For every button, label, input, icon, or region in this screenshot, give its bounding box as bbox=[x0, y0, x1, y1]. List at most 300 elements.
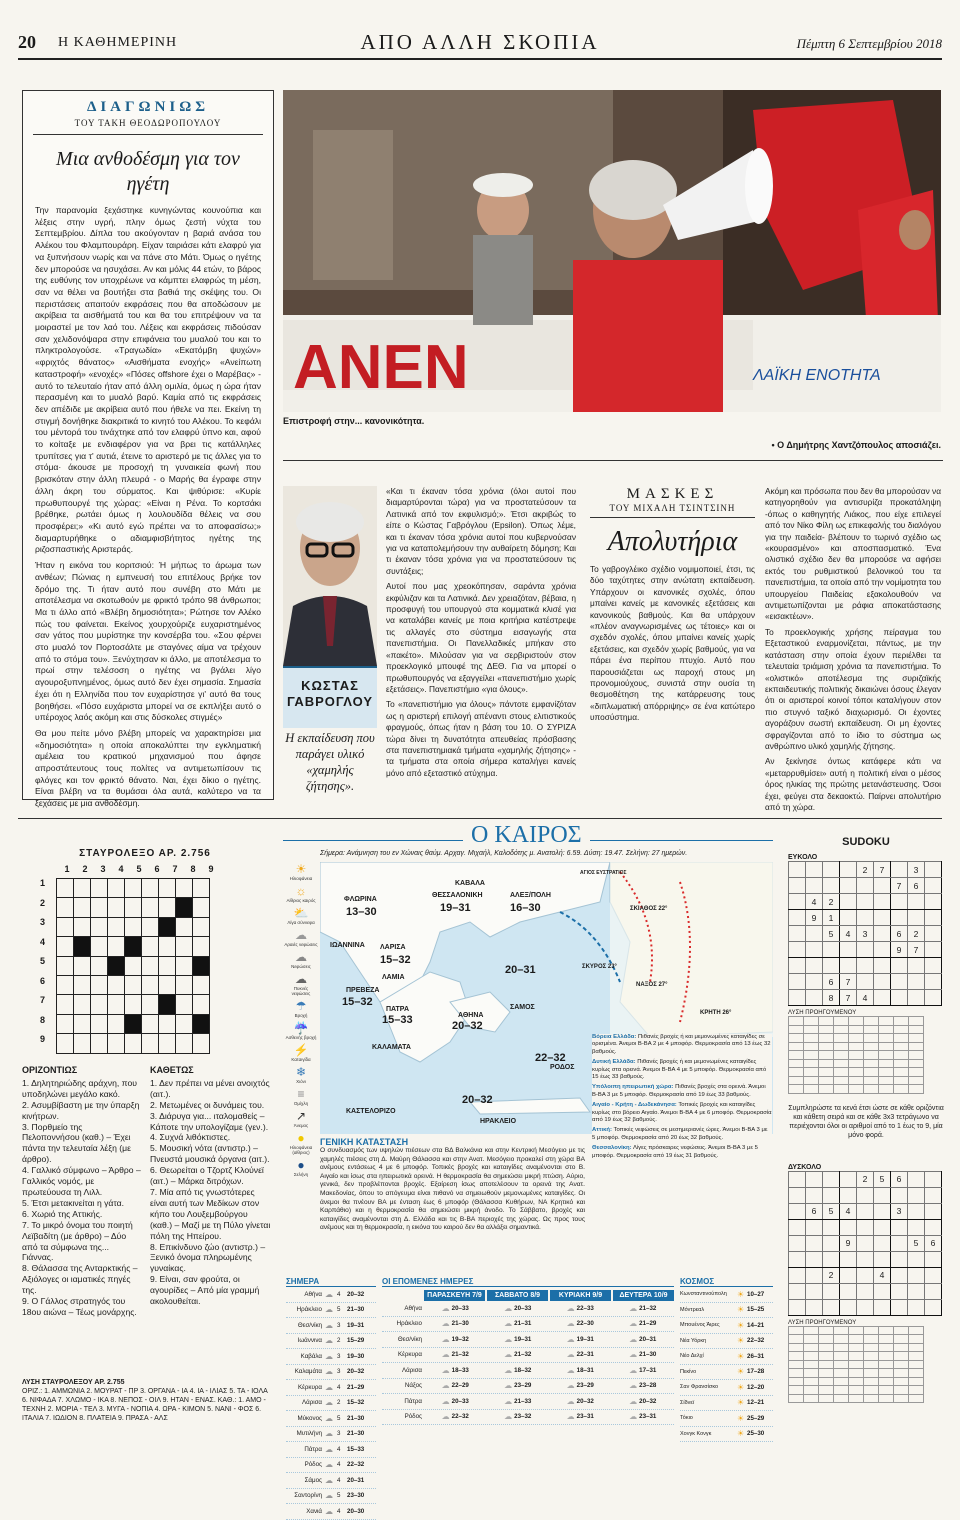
weather-icon: ☁ bbox=[325, 1382, 333, 1392]
crossword-cell[interactable] bbox=[142, 879, 159, 898]
sudoku-cell[interactable] bbox=[840, 1219, 857, 1235]
solution-cell bbox=[864, 1085, 879, 1094]
crossword-cell[interactable] bbox=[142, 1034, 159, 1054]
crossword-cell[interactable] bbox=[57, 917, 74, 936]
crossword-cell[interactable] bbox=[91, 1014, 108, 1033]
sudoku-cell[interactable] bbox=[806, 1283, 823, 1299]
sudoku-cell[interactable] bbox=[857, 1219, 874, 1235]
solution-cell bbox=[804, 1352, 819, 1361]
sudoku-cell[interactable] bbox=[806, 990, 823, 1006]
sudoku-cell[interactable] bbox=[874, 990, 891, 1006]
sudoku-cell[interactable] bbox=[789, 942, 806, 958]
sudoku-cell[interactable]: 4 bbox=[840, 926, 857, 942]
sudoku-cell[interactable] bbox=[789, 1187, 806, 1203]
sudoku-cell[interactable] bbox=[823, 942, 840, 958]
sudoku-cell[interactable] bbox=[891, 894, 908, 910]
banner-party-text: ΛΑΪΚΗ ΕΝΟΤΗΤΑ bbox=[753, 367, 881, 384]
sudoku-cell[interactable]: 6 bbox=[806, 1203, 823, 1219]
sudoku-cell[interactable]: 2 bbox=[908, 926, 925, 942]
city-name: Μυτιλήνη bbox=[296, 1430, 322, 1438]
crossword-cell[interactable] bbox=[91, 898, 108, 917]
sudoku-cell[interactable] bbox=[789, 1203, 806, 1219]
crossword-cell[interactable] bbox=[74, 995, 91, 1014]
sudoku-cell[interactable] bbox=[789, 1267, 806, 1283]
sudoku-cell[interactable] bbox=[789, 1219, 806, 1235]
sudoku-cell[interactable] bbox=[925, 1283, 942, 1299]
sudoku-cell[interactable]: 9 bbox=[806, 910, 823, 926]
sudoku-cell[interactable] bbox=[874, 958, 891, 974]
day-cell bbox=[487, 1350, 550, 1359]
sudoku-cell[interactable] bbox=[789, 910, 806, 926]
sudoku-cell[interactable] bbox=[908, 1187, 925, 1203]
crossword-cell[interactable] bbox=[176, 879, 193, 898]
crossword-cell[interactable] bbox=[91, 879, 108, 898]
crossword-cell[interactable] bbox=[176, 975, 193, 994]
crossword-cell[interactable] bbox=[176, 1034, 193, 1054]
sudoku-cell[interactable] bbox=[789, 1235, 806, 1251]
crossword-cell[interactable] bbox=[57, 956, 74, 975]
sudoku-cell[interactable]: 6 bbox=[908, 878, 925, 894]
solution-cell bbox=[834, 1394, 849, 1403]
crossword-cell[interactable] bbox=[108, 898, 125, 917]
sudoku-cell[interactable] bbox=[874, 1187, 891, 1203]
sudoku-cell[interactable] bbox=[806, 1251, 823, 1267]
sudoku-cell[interactable] bbox=[925, 926, 942, 942]
sudoku-cell[interactable] bbox=[789, 974, 806, 990]
temp-range: 17–31 bbox=[639, 1366, 657, 1374]
sudoku-cell[interactable] bbox=[806, 862, 823, 878]
sudoku-cell[interactable] bbox=[840, 862, 857, 878]
sudoku-cell[interactable] bbox=[857, 942, 874, 958]
crossword-cell[interactable] bbox=[142, 1014, 159, 1033]
sudoku-cell[interactable] bbox=[891, 958, 908, 974]
crossword-cell[interactable] bbox=[74, 879, 91, 898]
crossword-cell[interactable] bbox=[193, 975, 210, 994]
sudoku-cell[interactable] bbox=[806, 1219, 823, 1235]
crossword-cell[interactable] bbox=[176, 1014, 193, 1033]
sudoku-cell[interactable] bbox=[891, 910, 908, 926]
day-cell bbox=[424, 1304, 487, 1313]
temp-range: 20–32 bbox=[576, 1397, 594, 1405]
clear-icon: ☼ bbox=[295, 884, 307, 898]
solution-cell bbox=[834, 1085, 849, 1094]
wind-value: 3 bbox=[337, 1368, 341, 1376]
sudoku-cell[interactable]: 4 bbox=[857, 990, 874, 1006]
sudoku-cell[interactable] bbox=[806, 974, 823, 990]
crossword-cell[interactable] bbox=[142, 995, 159, 1014]
temp-range: 21–32 bbox=[639, 1304, 657, 1312]
crossword-cell[interactable] bbox=[159, 956, 176, 975]
temp-range: 21–33 bbox=[514, 1397, 532, 1405]
sudoku-cell[interactable] bbox=[857, 1283, 874, 1299]
sudoku-cell[interactable]: 3 bbox=[857, 926, 874, 942]
day-header: ΚΥΡΙΑΚΗ 9/9 bbox=[550, 1290, 611, 1301]
crossword-cell[interactable] bbox=[125, 917, 142, 936]
today-row bbox=[286, 1349, 376, 1365]
crossword-cell[interactable] bbox=[193, 1034, 210, 1054]
temp-range: 23–31 bbox=[639, 1413, 657, 1421]
crossword-cell[interactable] bbox=[159, 879, 176, 898]
sudoku-cell[interactable] bbox=[891, 1299, 908, 1315]
sudoku-cell[interactable] bbox=[840, 942, 857, 958]
crossword-cell[interactable] bbox=[142, 917, 159, 936]
sudoku-cell[interactable]: 2 bbox=[823, 1267, 840, 1283]
crossword-cell[interactable] bbox=[57, 1014, 74, 1033]
solution-cell bbox=[849, 1017, 864, 1026]
crossword-cell[interactable] bbox=[74, 917, 91, 936]
sudoku-cell[interactable] bbox=[789, 926, 806, 942]
sudoku-cell[interactable] bbox=[908, 1203, 925, 1219]
solution-cell bbox=[819, 1377, 834, 1386]
sudoku-cell[interactable]: 3 bbox=[891, 1203, 908, 1219]
sudoku-cell[interactable] bbox=[891, 1219, 908, 1235]
crossword-cell[interactable] bbox=[91, 937, 108, 956]
crossword-cell[interactable] bbox=[176, 937, 193, 956]
sudoku-cell[interactable] bbox=[857, 1267, 874, 1283]
solution-cell bbox=[909, 1326, 924, 1335]
crossword-cell[interactable] bbox=[142, 956, 159, 975]
sudoku-cell[interactable] bbox=[840, 1299, 857, 1315]
sudoku-cell[interactable] bbox=[840, 1171, 857, 1187]
sudoku-cell[interactable] bbox=[891, 974, 908, 990]
solution-cell bbox=[879, 1034, 894, 1043]
sudoku-cell[interactable] bbox=[823, 1235, 840, 1251]
sudoku-cell[interactable] bbox=[789, 1251, 806, 1267]
crossword-cell[interactable] bbox=[74, 956, 91, 975]
crossword-cell[interactable] bbox=[108, 879, 125, 898]
sudoku-cell[interactable]: 3 bbox=[908, 862, 925, 878]
sudoku-cell[interactable]: 7 bbox=[874, 862, 891, 878]
sudoku-cell[interactable] bbox=[891, 1235, 908, 1251]
sudoku-cell[interactable] bbox=[806, 1299, 823, 1315]
crossword-cell[interactable] bbox=[159, 1014, 176, 1033]
sudoku-cell[interactable] bbox=[874, 1219, 891, 1235]
weather-icon: ☁ bbox=[325, 1336, 333, 1346]
temp-range: 21–29 bbox=[347, 1383, 365, 1391]
sudoku-cell[interactable]: 5 bbox=[823, 1203, 840, 1219]
sudoku-cell[interactable] bbox=[857, 894, 874, 910]
sudoku-cell[interactable] bbox=[925, 1267, 942, 1283]
solution-cell bbox=[789, 1085, 804, 1094]
sudoku-cell[interactable] bbox=[874, 1283, 891, 1299]
sudoku-cell[interactable] bbox=[925, 862, 942, 878]
crossword-cell[interactable] bbox=[193, 898, 210, 917]
solution-cell bbox=[894, 1034, 909, 1043]
sudoku-cell[interactable] bbox=[840, 894, 857, 910]
sudoku-cell[interactable] bbox=[891, 1251, 908, 1267]
crossword-cell[interactable] bbox=[91, 1034, 108, 1054]
city-name: Μόντρεαλ bbox=[680, 1306, 705, 1313]
crossword-cell[interactable] bbox=[74, 898, 91, 917]
solution-cell bbox=[879, 1076, 894, 1085]
sudoku-cell[interactable]: 8 bbox=[823, 990, 840, 1006]
crossword-cell[interactable] bbox=[193, 937, 210, 956]
sudoku-cell[interactable] bbox=[806, 926, 823, 942]
sudoku-cell[interactable] bbox=[857, 1203, 874, 1219]
sudoku-cell[interactable] bbox=[925, 1219, 942, 1235]
sudoku-cell[interactable] bbox=[857, 1187, 874, 1203]
column-body bbox=[23, 205, 273, 810]
temp-range: 17–28 bbox=[747, 1368, 765, 1376]
crossword-cell[interactable] bbox=[108, 995, 125, 1014]
sudoku-cell[interactable] bbox=[874, 878, 891, 894]
sudoku-cell[interactable] bbox=[840, 878, 857, 894]
sudoku-cell[interactable] bbox=[823, 878, 840, 894]
crossword-cell[interactable] bbox=[193, 879, 210, 898]
sudoku-cell[interactable] bbox=[908, 1283, 925, 1299]
next-row bbox=[382, 1332, 674, 1348]
sudoku-cell[interactable] bbox=[840, 1283, 857, 1299]
sudoku-cell[interactable] bbox=[925, 958, 942, 974]
sudoku-cell[interactable] bbox=[840, 1187, 857, 1203]
wind-value: 4 bbox=[337, 1290, 341, 1298]
sudoku-cell[interactable] bbox=[925, 1187, 942, 1203]
solution-cell bbox=[819, 1326, 834, 1335]
crossword-cell[interactable] bbox=[91, 975, 108, 994]
crossword-cell[interactable] bbox=[193, 917, 210, 936]
cloud-icon: ☁ bbox=[566, 1381, 575, 1391]
sudoku-cell[interactable] bbox=[840, 958, 857, 974]
crossword-cell[interactable] bbox=[159, 937, 176, 956]
sudoku-cell[interactable] bbox=[874, 910, 891, 926]
solution-cell bbox=[894, 1343, 909, 1352]
sudoku-cell[interactable] bbox=[908, 1299, 925, 1315]
crossword-cell[interactable] bbox=[193, 995, 210, 1014]
sudoku-cell[interactable] bbox=[891, 1283, 908, 1299]
crossword-cell[interactable] bbox=[125, 995, 142, 1014]
crossword-cell[interactable] bbox=[125, 1034, 142, 1054]
sudoku-cell[interactable] bbox=[925, 1251, 942, 1267]
sudoku-cell[interactable] bbox=[925, 910, 942, 926]
sudoku-cell[interactable] bbox=[874, 894, 891, 910]
sudoku-cell[interactable] bbox=[806, 1171, 823, 1187]
solution-cell bbox=[879, 1042, 894, 1051]
sudoku-cell[interactable] bbox=[789, 990, 806, 1006]
sudoku-cell[interactable]: 7 bbox=[840, 974, 857, 990]
sudoku-cell[interactable] bbox=[908, 894, 925, 910]
sudoku-cell[interactable] bbox=[857, 910, 874, 926]
sudoku-cell[interactable] bbox=[908, 1251, 925, 1267]
crossword-cell[interactable] bbox=[125, 898, 142, 917]
crossword-black-cell bbox=[125, 1014, 142, 1033]
day-cell bbox=[612, 1412, 675, 1421]
sudoku-cell[interactable] bbox=[925, 990, 942, 1006]
solution-cell bbox=[909, 1343, 924, 1352]
sudoku-cell[interactable] bbox=[823, 1283, 840, 1299]
sudoku-cell[interactable] bbox=[908, 1219, 925, 1235]
sudoku-cell[interactable]: 6 bbox=[925, 1235, 942, 1251]
sudoku-cell[interactable] bbox=[789, 1299, 806, 1315]
sudoku-cell[interactable] bbox=[908, 1171, 925, 1187]
sudoku-cell[interactable] bbox=[891, 1267, 908, 1283]
sudoku-cell[interactable] bbox=[874, 974, 891, 990]
crossword-cell[interactable] bbox=[108, 917, 125, 936]
solution-cell bbox=[849, 1025, 864, 1034]
sudoku-cell[interactable]: 7 bbox=[840, 990, 857, 1006]
crossword-cell[interactable] bbox=[74, 1034, 91, 1054]
sudoku-cell[interactable] bbox=[891, 990, 908, 1006]
sudoku-cell[interactable] bbox=[874, 1251, 891, 1267]
solution-cell bbox=[834, 1377, 849, 1386]
crossword-cell[interactable] bbox=[159, 898, 176, 917]
today-row bbox=[286, 1504, 376, 1520]
crossword-cell[interactable] bbox=[108, 1014, 125, 1033]
sudoku-cell[interactable] bbox=[857, 1235, 874, 1251]
sudoku-cell[interactable]: 6 bbox=[823, 974, 840, 990]
sudoku-cell[interactable] bbox=[823, 958, 840, 974]
sudoku-cell[interactable] bbox=[857, 974, 874, 990]
crossword-cell[interactable] bbox=[125, 975, 142, 994]
clue: 1. Δηλητηριώδης αράχνη, που υποδηλώνει μεγάλο κακό. bbox=[22, 1077, 137, 1099]
general-situation bbox=[320, 1137, 585, 1233]
sudoku-cell[interactable] bbox=[925, 878, 942, 894]
crossword-cell[interactable] bbox=[108, 1034, 125, 1054]
sudoku-cell[interactable] bbox=[789, 878, 806, 894]
sudoku-cell[interactable] bbox=[925, 1203, 942, 1219]
today-row bbox=[286, 1318, 376, 1334]
sudoku-cell[interactable] bbox=[789, 958, 806, 974]
crossword-cell[interactable] bbox=[57, 995, 74, 1014]
sudoku-cell[interactable]: 1 bbox=[823, 910, 840, 926]
crossword-cell[interactable] bbox=[91, 956, 108, 975]
wind-value: 3 bbox=[337, 1430, 341, 1438]
solution-cell bbox=[909, 1369, 924, 1378]
sudoku-cell[interactable] bbox=[925, 1171, 942, 1187]
sudoku-cell[interactable] bbox=[806, 942, 823, 958]
sudoku-cell[interactable] bbox=[925, 894, 942, 910]
map-city: ΚΑΛΑΜΑΤΑ bbox=[372, 1044, 411, 1051]
crossword-cell[interactable] bbox=[74, 1014, 91, 1033]
sudoku-cell[interactable] bbox=[840, 910, 857, 926]
sudoku-cell[interactable]: 4 bbox=[806, 894, 823, 910]
crossword-cell[interactable] bbox=[91, 917, 108, 936]
sudoku-cell[interactable] bbox=[925, 1299, 942, 1315]
sudoku-cell[interactable]: 4 bbox=[840, 1203, 857, 1219]
sudoku-cell[interactable] bbox=[806, 958, 823, 974]
sudoku-cell[interactable] bbox=[891, 1187, 908, 1203]
sudoku-cell[interactable] bbox=[908, 974, 925, 990]
sudoku-cell[interactable]: 5 bbox=[874, 1171, 891, 1187]
sudoku-cell[interactable] bbox=[908, 910, 925, 926]
crossword-cell[interactable] bbox=[57, 879, 74, 898]
crossword-cell[interactable] bbox=[57, 937, 74, 956]
row-number: 6 bbox=[40, 975, 46, 986]
crossword-cell[interactable] bbox=[142, 975, 159, 994]
sudoku-cell[interactable]: 7 bbox=[891, 878, 908, 894]
sudoku-cell[interactable] bbox=[806, 878, 823, 894]
sudoku-cell[interactable] bbox=[857, 958, 874, 974]
sudoku-cell[interactable] bbox=[823, 1251, 840, 1267]
clue: 9. Είναι, σαν φρούτα, οι αγουρίδες – Από μία γραμμή ακολουθείται. bbox=[150, 1274, 260, 1307]
solution-cell bbox=[909, 1335, 924, 1344]
crossword-cell[interactable] bbox=[176, 917, 193, 936]
crossword-cell[interactable] bbox=[159, 975, 176, 994]
crossword-cell[interactable] bbox=[142, 898, 159, 917]
sudoku-cell[interactable] bbox=[806, 1267, 823, 1283]
temp-range: 26–31 bbox=[747, 1352, 765, 1360]
crossword-cell[interactable] bbox=[176, 956, 193, 975]
sudoku-cell[interactable]: 5 bbox=[908, 1235, 925, 1251]
weather-icon: ☁ bbox=[325, 1320, 333, 1330]
day-cell bbox=[612, 1366, 675, 1375]
sudoku-cell[interactable] bbox=[823, 862, 840, 878]
sudoku-cell[interactable] bbox=[908, 958, 925, 974]
sudoku-cell[interactable] bbox=[789, 894, 806, 910]
sudoku-cell[interactable] bbox=[840, 1267, 857, 1283]
sudoku-cell[interactable] bbox=[823, 1299, 840, 1315]
sudoku-cell[interactable] bbox=[874, 942, 891, 958]
sudoku-cell[interactable] bbox=[857, 1299, 874, 1315]
cloud-icon: ☁ bbox=[441, 1350, 450, 1360]
crossword-cell[interactable] bbox=[125, 956, 142, 975]
sudoku-cell[interactable] bbox=[874, 1299, 891, 1315]
sudoku-cell[interactable] bbox=[789, 1171, 806, 1187]
sudoku-cell[interactable] bbox=[874, 926, 891, 942]
sudoku-cell[interactable] bbox=[891, 862, 908, 878]
sudoku-cell[interactable]: 5 bbox=[823, 926, 840, 942]
sudoku-cell[interactable]: 6 bbox=[891, 1171, 908, 1187]
crossword-cell[interactable] bbox=[57, 975, 74, 994]
sudoku-cell[interactable]: 9 bbox=[840, 1235, 857, 1251]
sudoku-cell[interactable] bbox=[874, 1203, 891, 1219]
sudoku-cell[interactable] bbox=[806, 1235, 823, 1251]
crossword-cell[interactable] bbox=[176, 995, 193, 1014]
sudoku-cell[interactable]: 2 bbox=[857, 1171, 874, 1187]
cloud-icon: ☁ bbox=[629, 1350, 638, 1360]
sudoku-cell[interactable] bbox=[823, 1219, 840, 1235]
sudoku-cell[interactable] bbox=[789, 862, 806, 878]
crossword-cell[interactable] bbox=[125, 879, 142, 898]
crossword-cell[interactable] bbox=[57, 898, 74, 917]
crossword-cell[interactable] bbox=[142, 937, 159, 956]
sudoku-cell[interactable]: 2 bbox=[857, 862, 874, 878]
sudoku-cell[interactable] bbox=[857, 878, 874, 894]
divider bbox=[18, 818, 942, 819]
sudoku-cell[interactable]: 4 bbox=[874, 1267, 891, 1283]
solution-cell bbox=[849, 1352, 864, 1361]
sudoku-cell[interactable] bbox=[806, 1187, 823, 1203]
solution-cell bbox=[864, 1076, 879, 1085]
weather-icon: ☁ bbox=[325, 1444, 333, 1454]
crossword-cell[interactable] bbox=[108, 937, 125, 956]
sudoku-cell[interactable] bbox=[823, 1171, 840, 1187]
sudoku-cell[interactable] bbox=[908, 1267, 925, 1283]
city-name: Σίδνεϊ bbox=[680, 1399, 695, 1406]
sudoku-cell[interactable]: 2 bbox=[823, 894, 840, 910]
sudoku-cell[interactable] bbox=[908, 990, 925, 1006]
crossword-cell[interactable] bbox=[91, 995, 108, 1014]
map-temp: 20–32 bbox=[452, 1020, 483, 1032]
sudoku-cell[interactable] bbox=[925, 942, 942, 958]
sudoku-cell[interactable] bbox=[823, 1187, 840, 1203]
sudoku-cell[interactable]: 6 bbox=[891, 926, 908, 942]
sudoku-cell[interactable] bbox=[874, 1235, 891, 1251]
sudoku-cell[interactable] bbox=[789, 1283, 806, 1299]
crossword-cell[interactable] bbox=[74, 975, 91, 994]
solution-cell bbox=[834, 1042, 849, 1051]
crossword-cell[interactable] bbox=[159, 1034, 176, 1054]
crossword-cell[interactable] bbox=[108, 975, 125, 994]
sudoku-cell[interactable] bbox=[840, 1251, 857, 1267]
sun-icon: ☀ bbox=[737, 1305, 745, 1315]
sudoku-cell[interactable]: 9 bbox=[891, 942, 908, 958]
sudoku-cell[interactable] bbox=[857, 1251, 874, 1267]
sudoku-cell[interactable]: 7 bbox=[908, 942, 925, 958]
sudoku-cell[interactable] bbox=[925, 974, 942, 990]
crossword-cell[interactable] bbox=[57, 1034, 74, 1054]
hard-title: ΔΥΣΚΟΛΟ bbox=[788, 1163, 822, 1171]
solution-cell bbox=[894, 1017, 909, 1026]
